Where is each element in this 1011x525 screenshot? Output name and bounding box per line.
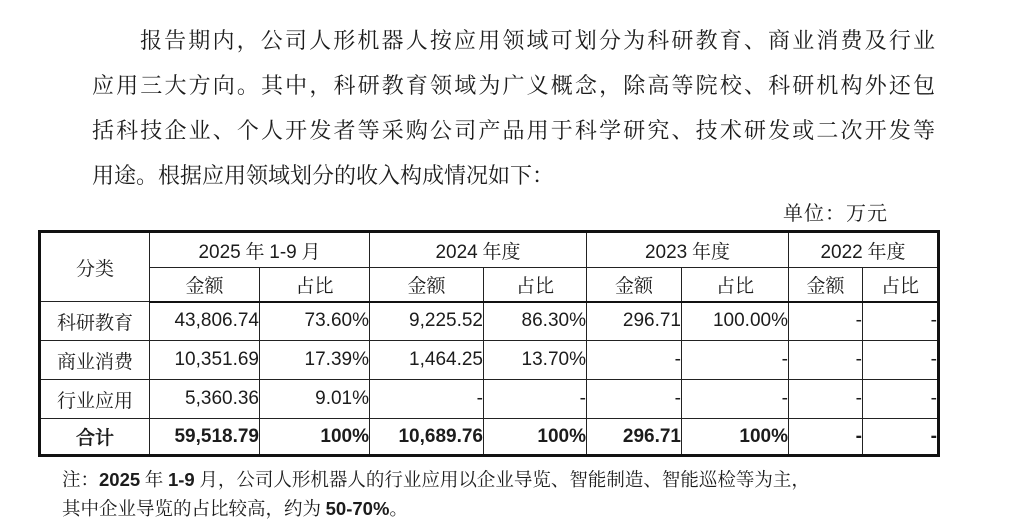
column-group-2023 xyxy=(587,232,789,268)
table-cell: 17.39% xyxy=(260,341,370,380)
footnote-text: 其中企业导览的占比较高，约为 xyxy=(62,500,326,520)
table-cell: 43,806.74 xyxy=(150,302,260,341)
column-header-category: 分类 xyxy=(40,232,150,302)
footnote-number: 1-9 xyxy=(167,469,195,490)
year-number: 2022 xyxy=(820,241,863,263)
subheader-amount: 金额 xyxy=(789,268,863,302)
table-cell: 10,351.69 xyxy=(150,341,260,380)
table-cell: 86.30% xyxy=(484,302,587,341)
year-number: 2023 xyxy=(644,241,688,263)
row-category: 科研教育 xyxy=(40,302,150,341)
table-cell: 100.00% xyxy=(682,302,789,341)
table-cell: - xyxy=(863,419,939,456)
table-cell: 100% xyxy=(260,419,370,456)
year-suffix: 年度 xyxy=(687,241,731,263)
footnote-text: 。 xyxy=(389,500,408,520)
paragraph-line: 括科技企业、个人开发者等采购公司产品用于科学研究、技术研发或二次开发等 xyxy=(92,118,935,143)
table-cell: - xyxy=(682,380,789,419)
table-cell: 1,464.25 xyxy=(370,341,484,380)
table-cell: - xyxy=(863,302,939,341)
table-footnote xyxy=(62,466,992,524)
month-range: 1-9 xyxy=(269,241,297,263)
footnote-text: 年 xyxy=(140,471,168,491)
subheader-ratio: 占比 xyxy=(260,268,370,302)
table-cell: - xyxy=(789,380,863,419)
table-cell: 9.01% xyxy=(260,380,370,419)
table-cell: 59,518.79 xyxy=(150,419,260,456)
table-cell: 100% xyxy=(484,419,587,456)
year-suffix: 年度 xyxy=(477,241,521,263)
table-row-total xyxy=(40,419,939,456)
year-number: 2025 xyxy=(198,241,241,263)
subheader-ratio: 占比 xyxy=(484,268,587,302)
column-group-2025 xyxy=(150,232,370,268)
paragraph-line: 报告期内，公司人形机器人按应用领域可划分为科研教育、商业消费及行业 xyxy=(140,28,935,53)
table-cell: 13.70% xyxy=(484,341,587,380)
row-category: 行业应用 xyxy=(40,380,150,419)
table-cell: 100% xyxy=(682,419,789,456)
subheader-amount: 金额 xyxy=(587,268,682,302)
paragraph-line: 应用三大方向。其中，科研教育领域为广义概念，除高等院校、科研机构外还包 xyxy=(92,73,935,98)
column-group-2022 xyxy=(789,232,939,268)
subheader-amount: 金额 xyxy=(370,268,484,302)
footnote-number: 2025 xyxy=(99,469,141,490)
table-cell: 10,689.76 xyxy=(370,419,484,456)
table-cell: - xyxy=(789,302,863,341)
row-category: 商业消费 xyxy=(40,341,150,380)
table-cell: 5,360.36 xyxy=(150,380,260,419)
month-suffix: 月 xyxy=(296,241,321,263)
table-cell: 9,225.52 xyxy=(370,302,484,341)
footnote-number: 50-70% xyxy=(325,498,390,519)
footnote-text: 注： xyxy=(62,471,100,491)
footnote-line xyxy=(62,466,992,495)
year-number: 2024 xyxy=(435,241,478,263)
paragraph-line: 用途。根据应用领域划分的收入构成情况如下： xyxy=(92,163,555,188)
column-group-2024 xyxy=(370,232,587,268)
year-suffix: 年度 xyxy=(862,241,906,263)
table-cell: - xyxy=(587,380,682,419)
table-row-research-education xyxy=(40,302,939,341)
table-cell: - xyxy=(789,419,863,456)
table-cell: - xyxy=(587,341,682,380)
subheader-amount: 金额 xyxy=(150,268,260,302)
unit-label: 单位：万元 xyxy=(783,203,888,225)
table-cell: - xyxy=(682,341,789,380)
table-cell: - xyxy=(370,380,484,419)
table-cell: 296.71 xyxy=(587,302,682,341)
intro-paragraph xyxy=(92,18,935,198)
revenue-by-application-table xyxy=(38,230,940,457)
table-cell: - xyxy=(789,341,863,380)
row-category-total: 合计 xyxy=(40,419,150,456)
table-cell: - xyxy=(484,380,587,419)
table-cell: - xyxy=(863,380,939,419)
table-row-commercial-consumer xyxy=(40,341,939,380)
year-suffix: 年 xyxy=(240,241,270,263)
subheader-ratio: 占比 xyxy=(863,268,939,302)
table-row-industry-application xyxy=(40,380,939,419)
footnote-text: 月，公司人形机器人的行业应用以企业导览、智能制造、智能巡检等为主， xyxy=(194,471,810,491)
table-cell: - xyxy=(863,341,939,380)
table-cell: 296.71 xyxy=(587,419,682,456)
table-cell: 73.60% xyxy=(260,302,370,341)
footnote-line xyxy=(62,495,992,524)
subheader-ratio: 占比 xyxy=(682,268,789,302)
